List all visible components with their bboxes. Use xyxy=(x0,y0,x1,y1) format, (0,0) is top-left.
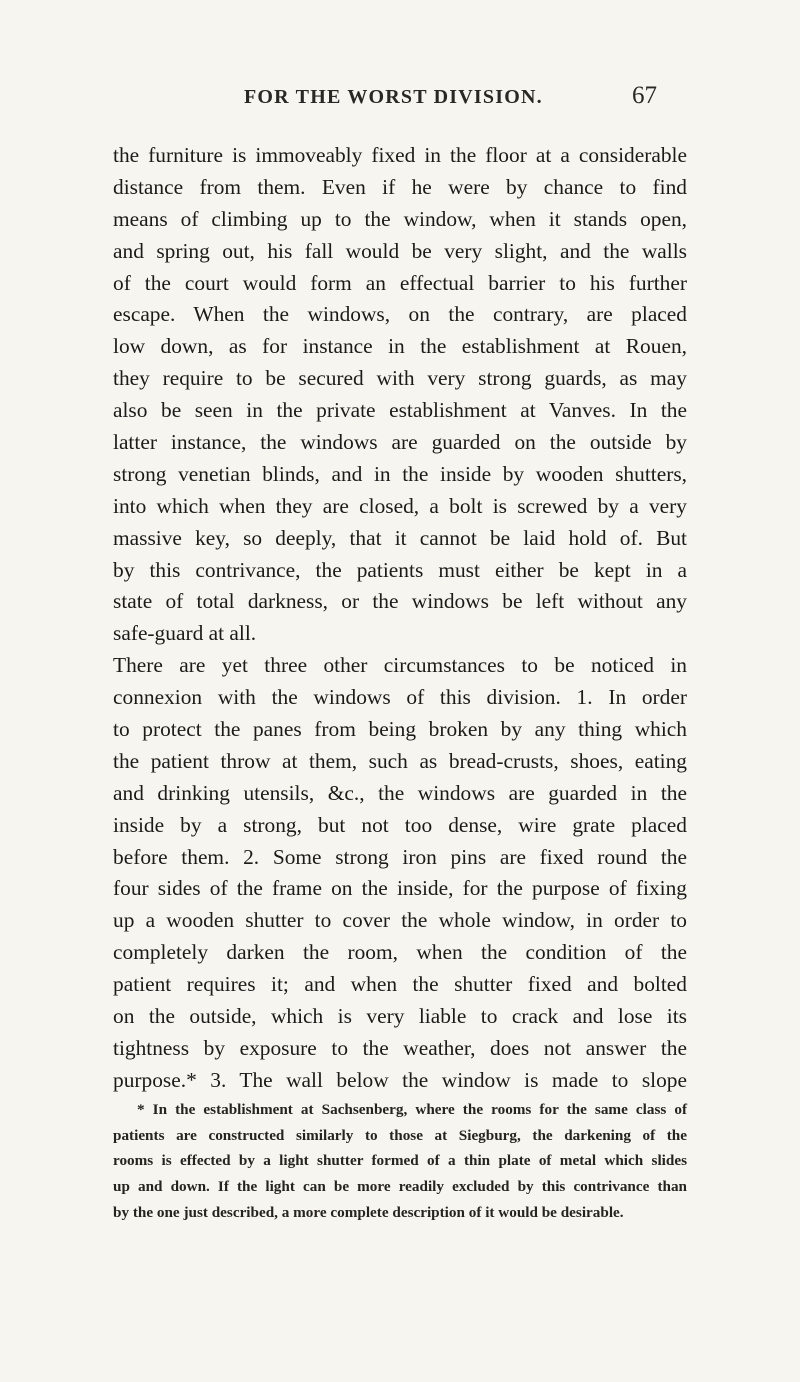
text-line: distance from them. Even if he were by chance to find xyxy=(113,174,687,199)
text-line: completely darken the room, when the condition of the xyxy=(113,940,687,965)
running-head: FOR THE WORST DIVISION. xyxy=(244,86,543,108)
text-line: tightness by exposure to the weather, does not answer the xyxy=(113,1035,687,1060)
text-line: of the court would form an effectual barrier to his further xyxy=(113,270,687,295)
footnote-line: rooms is effected by a light shutter formed of a thin plate of metal which slides xyxy=(113,1152,687,1170)
text-line: massive key, so deeply, that it cannot be laid hold of. But xyxy=(113,525,687,550)
page-number: 67 xyxy=(632,82,657,109)
text-line: state of total darkness, or the windows be left without any xyxy=(113,589,687,614)
footnote-line: * In the establishment at Sachsenberg, where the rooms for the same class of xyxy=(137,1101,687,1118)
footnote-line: by the one just described, a more complete description of it would be desirable. xyxy=(113,1203,624,1221)
text-line: means of climbing up to the window, when it stands open, xyxy=(113,206,687,231)
text-line: they require to be secured with very strong guards, as may xyxy=(113,366,687,391)
footnote-line: up and down. If the light can be more readily excluded by this contrivance than xyxy=(113,1178,687,1196)
page-header xyxy=(0,82,800,116)
text-line: by this contrivance, the patients must either be kept in a xyxy=(113,557,687,582)
text-line: on the outside, which is very liable to crack and lose its xyxy=(113,1004,687,1029)
text-line: low down, as for instance in the establishment at Rouen, xyxy=(113,334,687,359)
text-line: the patient throw at them, such as bread-crusts, shoes, eating xyxy=(113,748,687,773)
text-line: latter instance, the windows are guarded on the outside by xyxy=(113,430,687,455)
text-line: connexion with the windows of this division. 1. In order xyxy=(113,685,687,710)
text-line: to protect the panes from being broken by any thing which xyxy=(113,717,687,742)
text-line: safe-guard at all. xyxy=(113,621,257,646)
text-line: There are yet three other circumstances to be noticed in xyxy=(113,653,687,678)
main-text xyxy=(113,140,687,1097)
text-line: before them. 2. Some strong iron pins are fixed round the xyxy=(113,844,687,869)
text-line: inside by a strong, but not too dense, wire grate placed xyxy=(113,812,687,837)
text-line: into which when they are closed, a bolt is screwed by a very xyxy=(113,493,687,518)
text-line: also be seen in the private establishment at Vanves. In the xyxy=(113,398,687,423)
text-line: patient requires it; and when the shutter fixed and bolted xyxy=(113,972,687,997)
footnote xyxy=(113,1097,687,1225)
text-line: escape. When the windows, on the contrary, are placed xyxy=(113,302,687,327)
text-line: the furniture is immoveably fixed in the floor at a considerable xyxy=(113,143,687,167)
text-line: strong venetian blinds, and in the inside by wooden shutters, xyxy=(113,461,687,486)
footnote-line: patients are constructed similarly to those at Siegburg, the darkening of the xyxy=(113,1126,687,1144)
text-line: and spring out, his fall would be very slight, and the walls xyxy=(113,238,687,263)
text-line: up a wooden shutter to cover the whole window, in order to xyxy=(113,908,687,933)
text-line: and drinking utensils, &c., the windows are guarded in the xyxy=(113,780,687,805)
text-line: four sides of the frame on the inside, for the purpose of fixing xyxy=(113,876,687,901)
text-line: purpose.* 3. The wall below the window is made to slope xyxy=(113,1067,687,1092)
